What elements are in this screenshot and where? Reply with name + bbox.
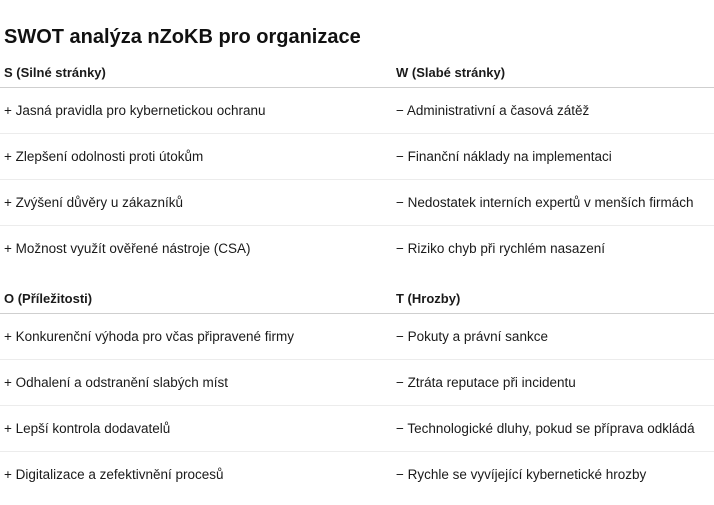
strength-item: + Možnost využít ověřené nástroje (CSA): [4, 241, 251, 256]
opportunity-item: + Digitalizace a zefektivnění procesů: [4, 467, 224, 482]
table-row: [0, 180, 714, 226]
strength-item: + Jasná pravidla pro kybernetickou ochranu: [4, 103, 266, 118]
table-row: [0, 406, 714, 452]
opportunities-header: O (Příležitosti): [4, 291, 93, 306]
weakness-item: − Riziko chyb při rychlém nasazení: [396, 241, 605, 256]
strength-item: + Zvýšení důvěry u zákazníků: [4, 195, 183, 210]
threat-item: − Ztráta reputace při incidentu: [396, 375, 576, 390]
table-row: [0, 226, 714, 271]
swot-section-opportunities-threats: [0, 284, 714, 497]
table-row: [0, 134, 714, 180]
table-row: [0, 88, 714, 134]
weakness-item: − Administrativní a časová zátěž: [396, 103, 590, 118]
opportunity-item: + Lepší kontrola dodavatelů: [4, 421, 171, 436]
threat-item: − Rychle se vyvíjející kybernetické hrozby: [396, 467, 647, 482]
page-title: SWOT analýza nZoKB pro organizace: [4, 26, 361, 48]
strengths-header: S (Silné stránky): [4, 65, 106, 80]
table-row: [0, 314, 714, 360]
threats-header: T (Hrozby): [396, 291, 461, 306]
weaknesses-header: W (Slabé stránky): [396, 65, 506, 80]
weakness-item: − Finanční náklady na implementaci: [396, 149, 612, 164]
opportunity-item: + Odhalení a odstranění slabých míst: [4, 375, 229, 390]
threat-item: − Technologické dluhy, pokud se příprava odkládá: [396, 421, 695, 436]
opportunity-item: + Konkurenční výhoda pro včas připravené firmy: [4, 329, 295, 344]
section-header-row: [0, 58, 714, 88]
table-row: [0, 452, 714, 497]
section-header-row: [0, 284, 714, 314]
weakness-item: − Nedostatek interních expertů v menších firmách: [396, 195, 694, 210]
strength-item: + Zlepšení odolnosti proti útokům: [4, 149, 204, 164]
table-row: [0, 360, 714, 406]
threat-item: − Pokuty a právní sankce: [396, 329, 548, 344]
swot-section-strengths-weaknesses: [0, 58, 714, 271]
